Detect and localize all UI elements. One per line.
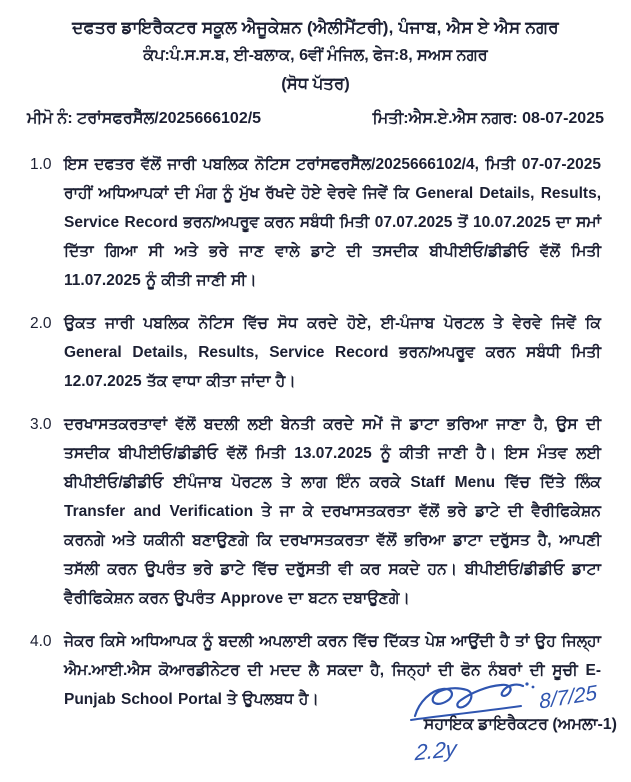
- memo-number: ਮੀਮੋ ਨੰ: ਟਰਾਂਸਫਰਸੈੱਲ/2025666102/5: [27, 110, 262, 127]
- paragraph-number: 3.0: [30, 416, 52, 433]
- letter-type-heading: (ਸੋਧ ਪੱਤਰ): [281, 75, 350, 93]
- paragraph-number: 1.0: [30, 156, 52, 173]
- letter-body: [0, 150, 631, 714]
- paragraph-item: [30, 150, 601, 295]
- paragraph-item: [30, 410, 601, 613]
- paragraph-text: ਦਰਖਾਸਤਕਰਤਾਵਾਂ ਵੱਲੋਂ ਬਦਲੀ ਲਈ ਬੇਨਤੀ ਕਰਦੇ ਸਮੇਂ ਜੋ ਡਾਟਾ ਭਰਿਆ ਜਾਣਾ ਹੈ, ਉਸ ਦੀ ਤਸਦੀਕ ਬੀਪੀਈਓ/ਡੀਡੀਓ ਵੱਲੋਂ ਮਿਤੀ 13.07.2025 ਨੂੰ ਕੀਤੀ ਜਾਣੀ ਹੈ। ਇਸ ਮੰਤਵ ਲਈ ਬੀਪੀਈਓ/ਡੀਡੀਓ ਈਪੰਜਾਬ ਪੋਰਟਲ ਤੇ ਲਾਗ ਇੰਨ ਕਰਕੇ Staff Menu ਵਿੱਚ ਦਿੱਤੇ ਲਿੰਕ Transfer and Verification ਤੇ ਜਾ ਕੇ ਦਰਖਾਸਤਕਰਤਾ ਵੱਲੋਂ ਭਰੇ ਡਾਟੇ ਦੀ ਵੈਰੀਫਿਕੇਸ਼ਨ ਕਰਨਗੇ ਅਤੇ ਯਕੀਨੀ ਬਣਾਉਣਗੇ ਕਿ ਦਰਖਾਸਤਕਰਤਾ ਵੱਲੋਂ ਭਰਿਆ ਡਾਟਾ ਦਰੁੱਸਤ ਹੈ, ਆਪਣੀ ਤਸੱਲੀ ਕਰਨ ਉਪਰੰਤ ਭਰੇ ਡਾਟੇ ਵਿੱਚ ਦਰੁੱਸਤੀ ਵੀ ਕਰ ਸਕਦੇ ਹਨ। ਬੀਪੀਈਓ/ਡੀਡੀਓ ਡਾਟਾ ਵੈਰੀਫਿਕੇਸ਼ਨ ਕਰਨ ਉਪਰੰਤ Approve ਦਾ ਬਟਨ ਦਬਾਉਣਗੇ।: [64, 416, 601, 607]
- letterhead-address-line: ਕੰਪ:ਪੰ.ਸ.ਸ.ਬ, ਈ-ਬਲਾਕ, 6ਵੀਂ ਮੰਜਿਲ, ਫੇਜ:8, ਸਅਸ ਨਗਰ: [143, 47, 488, 64]
- paragraph-number: 4.0: [30, 633, 52, 650]
- signatory-designation: ਸਹਾਇਕ ਡਾਇਰੈਕਟਰ (ਅਮਲਾ-1): [423, 716, 617, 733]
- paragraph-item: [30, 309, 601, 396]
- paragraph-text: ਇਸ ਦਫਤਰ ਵੱਲੋਂ ਜਾਰੀ ਪਬਲਿਕ ਨੋਟਿਸ ਟਰਾਂਸਫਰਸੈੱਲ/2025666102/4, ਮਿਤੀ 07-07-2025 ਰਾਹੀਂ ਅਧਿਆਪਕਾਂ ਦੀ ਮੰਗ ਨੂੰ ਮੁੱਖ ਰੱਖਦੇ ਹੋਏ ਵੇਰਵੇ ਜਿਵੇਂ ਕਿ General Details, Results, Service Record ਭਰਨ/ਅਪਰੂਵ ਕਰਨ ਸਬੰਧੀ ਮਿਤੀ 07.07.2025 ਤੋਂ 10.07.2025 ਦਾ ਸਮਾਂ ਦਿੱਤਾ ਗਿਆ ਸੀ ਅਤੇ ਭਰੇ ਜਾਣ ਵਾਲੇ ਡਾਟੇ ਦੀ ਤਸਦੀਕ ਬੀਪੀਈਓ/ਡੀਡੀਓ ਵੱਲੋਂ ਮਿਤੀ 11.07.2025 ਨੂੰ ਕੀਤੀ ਜਾਣੀ ਸੀ।: [64, 156, 601, 289]
- paragraph-text: ਉਕਤ ਜਾਰੀ ਪਬਲਿਕ ਨੋਟਿਸ ਵਿੱਚ ਸੋਧ ਕਰਦੇ ਹੋਏ, ਈ-ਪੰਜਾਬ ਪੋਰਟਲ ਤੇ ਵੇਰਵੇ ਜਿਵੇਂ ਕਿ General Details, Results, Service Record ਭਰਨ/ਅਪਰੂਵ ਕਰਨ ਸਬੰਧੀ ਮਿਤੀ 12.07.2025 ਤੱਕ ਵਾਧਾ ਕੀਤਾ ਜਾਂਦਾ ਹੈ।: [64, 315, 601, 390]
- letterhead-office-line: ਦਫਤਰ ਡਾਇਰੈਕਟਰ ਸਕੂਲ ਐਜੂਕੇਸ਼ਨ (ਐਲੀਮੈਂਟਰੀ), ਪੰਜਾਬ, ਐਸ ਏ ਐਸ ਨਗਰ: [72, 18, 559, 37]
- handwritten-date: 8/7/25: [538, 681, 598, 714]
- memo-date-place: ਮਿਤੀ:ਐਸ.ਏ.ਐਸ ਨਗਰ: 08-07-2025: [372, 110, 604, 127]
- handwritten-note: 2.2y: [414, 735, 458, 766]
- letterhead: [0, 0, 631, 94]
- paragraph-text: ਜੇਕਰ ਕਿਸੇ ਅਧਿਆਪਕ ਨੂੰ ਬਦਲੀ ਅਪਲਾਈ ਕਰਨ ਵਿੱਚ ਦਿੱਕਤ ਪੇਸ਼ ਆਉਂਦੀ ਹੈ ਤਾਂ ਉਹ ਜਿਲ੍ਹਾ ਐਮ.ਆਈ.ਐਸ ਕੋਆਰਡੀਨੇਟਰ ਦੀ ਮਦਦ ਲੈ ਸਕਦਾ ਹੈ, ਜਿਨ੍ਹਾਂ ਦੀ ਫੋਨ ਨੰਬਰਾਂ ਦੀ ਸੂਚੀ E-Punjab School Portal ਤੇ ਉਪਲਬਧ ਹੈ।: [64, 633, 601, 708]
- paragraph-number: 2.0: [30, 315, 52, 332]
- signature-block: [311, 678, 631, 778]
- memo-row: [0, 110, 631, 128]
